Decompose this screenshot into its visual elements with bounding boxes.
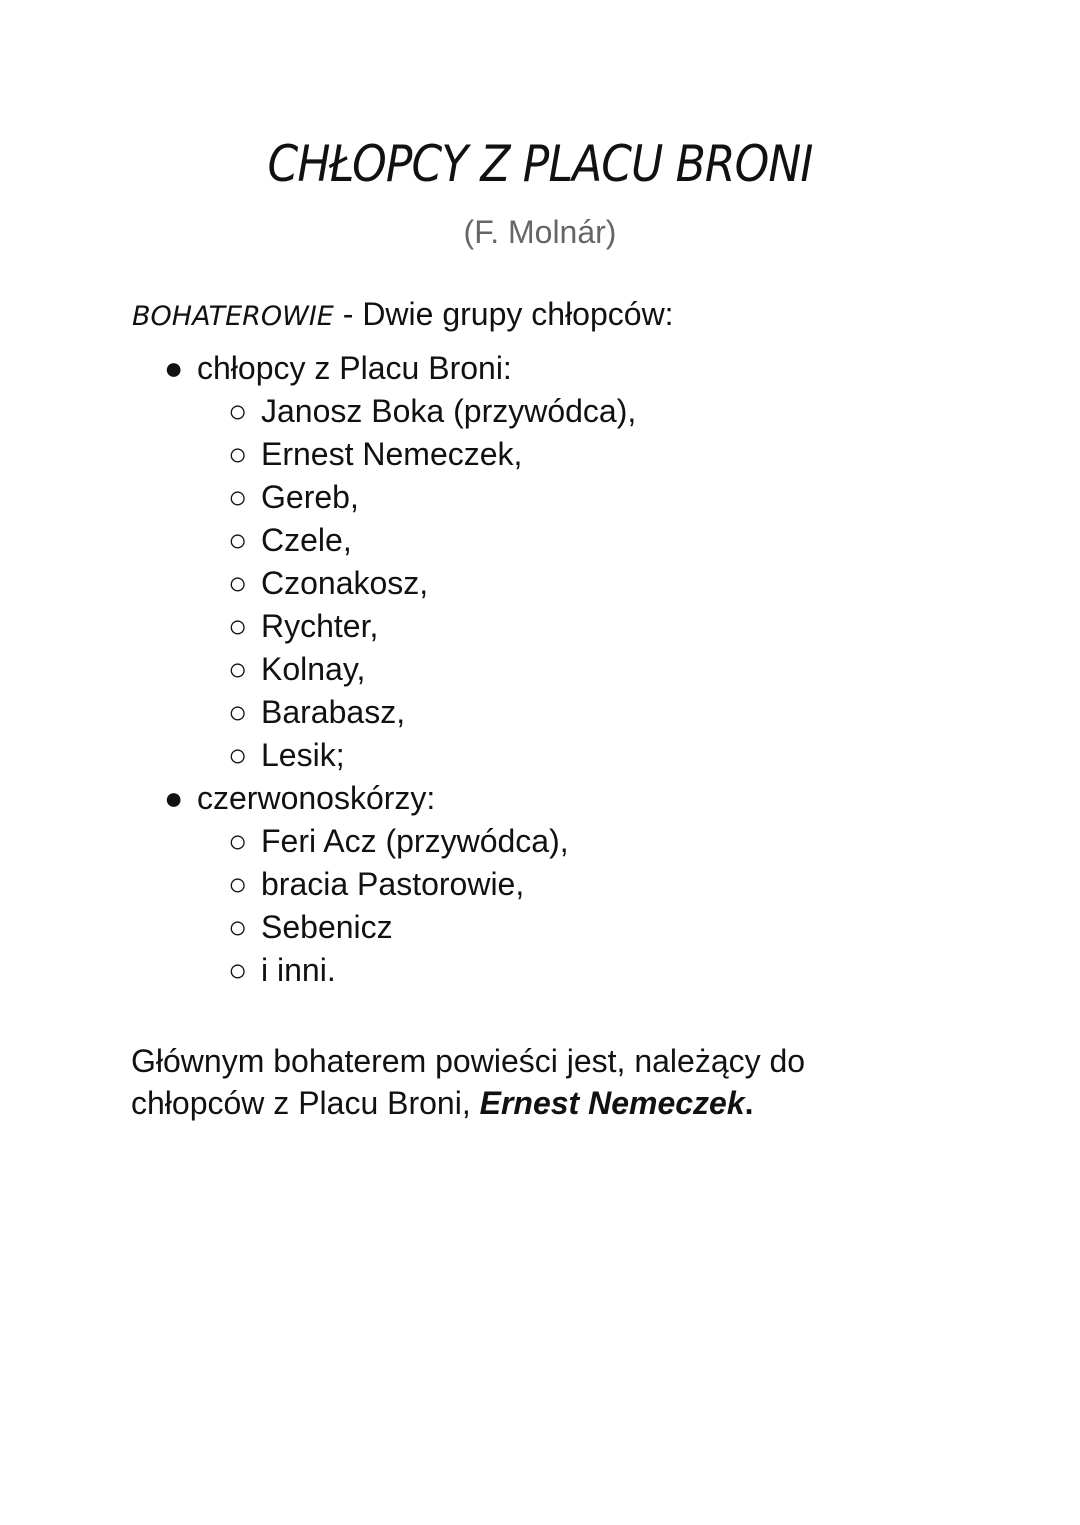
bullet-icon: ●: [164, 350, 184, 386]
circle-bullet-icon: ○: [228, 565, 248, 601]
circle-bullet-icon: ○: [228, 694, 248, 730]
circle-bullet-icon: ○: [228, 479, 248, 515]
summary-paragraph: [131, 1040, 805, 1124]
circle-bullet-icon: ○: [228, 909, 248, 945]
heading-label: BOHATEROWIE: [132, 301, 334, 332]
member-name: Feri Acz (przywódca),: [261, 823, 569, 859]
member-item: [228, 393, 636, 430]
paragraph-line: chłopców z Placu Broni,: [131, 1085, 480, 1121]
member-name: Sebenicz: [261, 909, 393, 945]
group-item: [164, 350, 512, 387]
member-name: bracia Pastorowie,: [261, 866, 525, 902]
section-heading: [132, 296, 674, 333]
member-item: [228, 866, 524, 903]
heading-text: - Dwie grupy chłopców:: [333, 296, 674, 332]
member-name: Gereb,: [261, 479, 359, 515]
member-item: [228, 436, 522, 473]
member-item: [228, 522, 352, 559]
member-name: Czonakosz,: [261, 565, 429, 601]
circle-bullet-icon: ○: [228, 823, 248, 859]
member-item: [228, 823, 569, 860]
page-title: CHŁOPCY Z PLACU BRONI: [267, 135, 813, 193]
member-item: [228, 565, 428, 602]
circle-bullet-icon: ○: [228, 952, 248, 988]
member-item: [228, 479, 359, 516]
member-item: [228, 694, 405, 731]
paragraph-line: Głównym bohaterem powieści jest, należący do: [131, 1043, 806, 1079]
member-item: [228, 651, 365, 688]
member-item: [228, 952, 336, 989]
member-item: [228, 737, 345, 774]
member-name: Rychter,: [261, 608, 379, 644]
author: (F. Molnár): [463, 214, 617, 250]
member-name: i inni.: [261, 952, 336, 988]
member-name: Kolnay,: [261, 651, 366, 687]
circle-bullet-icon: ○: [228, 651, 248, 687]
group-name: czerwonoskórzy:: [197, 780, 436, 816]
group-item: [164, 780, 435, 817]
bullet-icon: ●: [164, 780, 184, 816]
member-item: [228, 909, 393, 946]
group-name: chłopcy z Placu Broni:: [197, 350, 512, 386]
circle-bullet-icon: ○: [228, 737, 248, 773]
circle-bullet-icon: ○: [228, 393, 248, 429]
member-name: Czele,: [261, 522, 352, 558]
member-name: Lesik;: [261, 737, 345, 773]
circle-bullet-icon: ○: [228, 436, 248, 472]
circle-bullet-icon: ○: [228, 522, 248, 558]
circle-bullet-icon: ○: [228, 866, 248, 902]
member-name: Janosz Boka (przywódca),: [261, 393, 637, 429]
main-hero-name: Ernest Nemeczek: [479, 1085, 745, 1121]
paragraph-end: .: [744, 1085, 754, 1121]
member-name: Ernest Nemeczek,: [261, 436, 523, 472]
circle-bullet-icon: ○: [228, 608, 248, 644]
member-name: Barabasz,: [261, 694, 406, 730]
member-item: [228, 608, 378, 645]
